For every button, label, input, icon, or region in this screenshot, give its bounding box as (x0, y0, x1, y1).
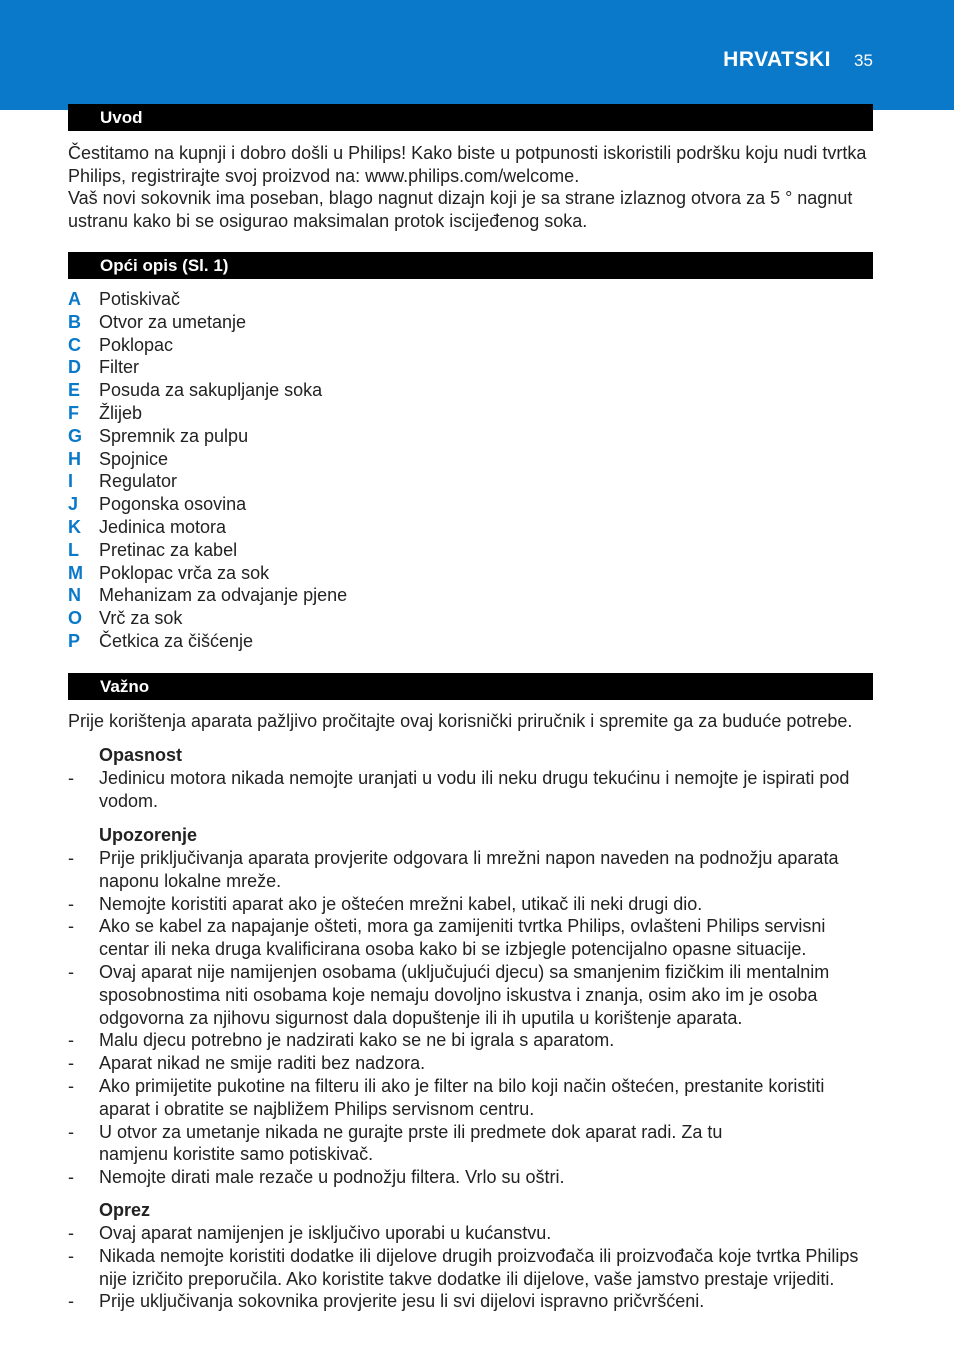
item-letter: A (68, 289, 81, 309)
item-label: Mehanizam za odvajanje pjene (99, 585, 348, 606)
item-label: Jedinica motora (99, 516, 227, 537)
item-letter: H (68, 448, 81, 469)
item-letter: O (68, 608, 83, 629)
list-item (68, 288, 848, 311)
item-letter: N (68, 585, 81, 606)
list-item: - Prije uključivanja sokovnika provjerite jesu li svi dijelovi ispravno pričvršćeni. (68, 1291, 705, 1312)
item-letter: B (68, 311, 81, 332)
bullet-text: Ovaj aparat nije namijenjen osobama (uključujući djecu) sa smanjenim fizičkim ili mentalnim sposobnostima niti osobama koje nemaju dovoljno iskustva i znanja, osim ako im je osoba odgovorna za njihovu sigurnost dala dopuštenje ili ih uputila u korištenje aparata. (99, 961, 830, 1028)
list-item: - Ovaj aparat namijenjen je isključivo uporabi u kućanstvu. (68, 1223, 552, 1243)
item-letter: C (68, 334, 81, 355)
list-item: - Ako se kabel za napajanje ošteti, mora ga zamijeniti tvrtka Philips, ovlašteni Philips servisni centar ili neka druga kvalificirana osoba kako bi se izbjegle potencijalno opasne situacije. (68, 916, 826, 960)
item-label: Pogonska osovina (99, 494, 247, 515)
item-label: Pretinac za kabel (99, 539, 238, 560)
page-number: 35 (854, 51, 873, 70)
list-item (68, 356, 848, 379)
section-header-uvod: Uvod (68, 104, 873, 131)
list-item: - Malu djecu potrebno je nadzirati kako se ne bi igrala s aparatom. (68, 1030, 615, 1051)
bullet-text: Malu djecu potrebno je nadzirati kako se ne bi igrala s aparatom. (99, 1030, 615, 1051)
list-item: - Ako primijetite pukotine na filteru ili ako je filter na bilo koji način oštećen, prestanite koristiti aparat i obratite se najbližem Philips servisnom centru. (68, 1075, 825, 1119)
list-item: - Aparat nikad ne smije raditi bez nadzora. (68, 1053, 426, 1074)
item-letter: D (68, 357, 81, 378)
section-header-vazno: Važno (68, 673, 873, 700)
list-item (68, 470, 848, 493)
item-letter: M (68, 562, 83, 583)
list-item (68, 402, 848, 425)
language-label: HRVATSKI (723, 48, 831, 71)
bullet-text: Ovaj aparat namijenjen je isključivo uporabi u kućanstvu. (99, 1223, 552, 1243)
item-letter: P (68, 630, 81, 651)
upozorenje-list (68, 847, 873, 1189)
list-item (68, 448, 848, 471)
bullet-text: Nemojte dirati male rezače u podnožju filtera. Vrlo su oštri. (99, 1167, 565, 1188)
oprez-list (68, 1222, 873, 1313)
oprez-heading: Oprez (99, 1200, 151, 1220)
bullet-text: Prije priključivanja aparata provjerite odgovara li mrežni napon naveden na podnožju aparata naponu lokalne mreže. (99, 848, 839, 891)
opasnost-list (68, 767, 873, 813)
item-label: Žlijeb (99, 402, 143, 423)
item-letter: E (68, 380, 81, 401)
parts-list (68, 288, 848, 653)
item-label: Potiskivač (99, 289, 181, 309)
item-letter: J (68, 494, 79, 515)
list-item (68, 493, 848, 516)
item-label: Vrč za sok (99, 608, 183, 629)
list-item: - Prije priključivanja aparata provjerite odgovara li mrežni napon naveden na podnožju aparata naponu lokalne mreže. (68, 848, 839, 891)
bullet-text: U otvor za umetanje nikada ne gurajte prste ili predmete dok aparat radi. Za tu namjenu koristite samo potiskivač. (99, 1121, 723, 1165)
bullet-text: Jedinicu motora nikada nemojte uranjati u vodu ili neku drugu tekućinu i nemojte je ispirati pod vodom. (99, 768, 850, 811)
upozorenje-heading: Upozorenje (99, 825, 198, 845)
item-label: Spojnice (99, 448, 169, 469)
list-item (68, 630, 848, 653)
item-label: Poklopac vrča za sok (99, 562, 270, 583)
uvod-paragraph-1: Čestitamo na kupnji i dobro došli u Philips! Kako biste u potpunosti iskoristili podršku koju nudi tvrtka Philips, registrirajte svoj proizvod na: www.philips.com/welcome. (68, 143, 867, 186)
opasnost-heading: Opasnost (99, 745, 183, 765)
item-letter: F (68, 402, 79, 423)
item-letter: G (68, 425, 83, 446)
list-item (68, 539, 848, 562)
bullet-text: Aparat nikad ne smije raditi bez nadzora. (99, 1053, 426, 1074)
list-item: - Nikada nemojte koristiti dodatke ili dijelove drugih proizvođača ili proizvođača koje tvrtka Philips nije izričito preporučila. Ako koristite takve dodatke ili dijelove, vaše jamstvo prestaje vrijediti. (68, 1245, 859, 1289)
section-header-opci-opis: Opći opis (Sl. 1) (68, 252, 873, 279)
bullet-text: Nemojte koristiti aparat ako je oštećen mrežni kabel, utikač ili neki drugi dio. (99, 893, 703, 914)
list-item (68, 607, 848, 630)
bullet-text: Nikada nemojte koristiti dodatke ili dijelove drugih proizvođača ili proizvođača koje tvrtka Philips nije izričito preporučila. Ako koristite takve dodatke ili dijelove, vaše jamstvo prestaje vrijediti. (99, 1245, 859, 1289)
list-item (68, 425, 848, 448)
item-label: Posuda za sakupljanje soka (99, 380, 323, 401)
item-letter: I (68, 471, 74, 492)
list-item (68, 379, 848, 402)
list-item (68, 334, 848, 357)
list-item (68, 516, 848, 539)
list-item (68, 311, 848, 334)
item-letter: K (68, 516, 81, 537)
item-letter: L (68, 539, 79, 560)
item-label: Regulator (99, 471, 178, 492)
bullet-text: Prije uključivanja sokovnika provjerite jesu li svi dijelovi ispravno pričvršćeni. (99, 1291, 705, 1312)
item-label: Četkica za čišćenje (99, 630, 254, 651)
uvod-paragraph-2: Vaš novi sokovnik ima poseban, blago nagnut dizajn koji je sa strane izlaznog otvora za 5 ° nagnut ustranu kako bi se osigurao maksimalan protok iscijeđenog soka. (68, 188, 853, 231)
item-label: Otvor za umetanje (99, 311, 247, 332)
item-label: Filter (99, 357, 139, 378)
list-item: - Nemojte koristiti aparat ako je oštećen mrežni kabel, utikač ili neki drugi dio. (68, 893, 703, 914)
list-item: - Nemojte dirati male rezače u podnožju filtera. Vrlo su oštri. (68, 1167, 565, 1188)
vazno-intro: Prije korištenja aparata pažljivo pročitajte ovaj korisnički priručnik i spremite ga za buduće potrebe. (68, 711, 853, 731)
item-label: Spremnik za pulpu (99, 425, 249, 446)
list-item (68, 584, 848, 607)
list-item: - Jedinicu motora nikada nemojte uranjati u vodu ili neku drugu tekućinu i nemojte je ispirati pod vodom. (68, 768, 850, 811)
list-item: - Ovaj aparat nije namijenjen osobama (uključujući djecu) sa smanjenim fizičkim ili mentalnim sposobnostima niti osobama koje nemaju dovoljno iskustva i znanja, osim ako im je osoba odgovorna za njihovu sigurnost dala dopuštenje ili ih uputila u korištenje aparata. (68, 961, 830, 1028)
list-item: - U otvor za umetanje nikada ne gurajte prste ili predmete dok aparat radi. Za tu namjenu koristite samo potiskivač. (68, 1121, 723, 1165)
bullet-text: Ako primijetite pukotine na filteru ili ako je filter na bilo koji način oštećen, prestanite koristiti aparat i obratite se najbližem Philips servisnom centru. (99, 1075, 825, 1119)
bullet-text: Ako se kabel za napajanje ošteti, mora ga zamijeniti tvrtka Philips, ovlašteni Philips servisni centar ili neka druga kvalificirana osoba kako bi se izbjegle potencijalno opasne situacije. (99, 916, 826, 960)
item-label: Poklopac (99, 334, 174, 355)
list-item (68, 562, 848, 585)
